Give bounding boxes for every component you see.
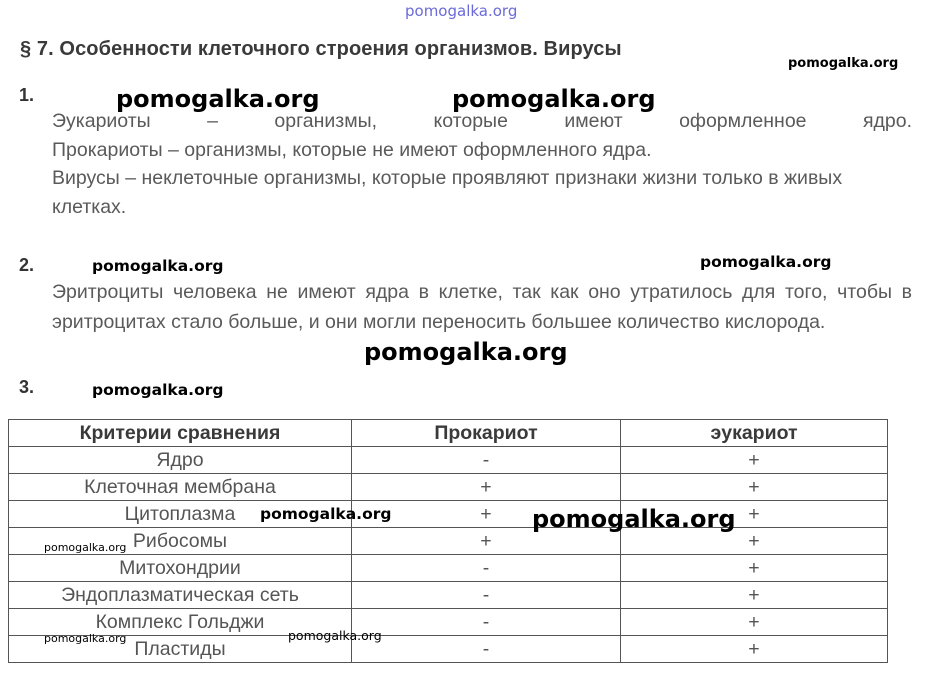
table-cell: - bbox=[352, 636, 621, 663]
watermark: pomogalka.org bbox=[92, 257, 224, 275]
column-header: Критерии сравнения bbox=[9, 420, 352, 447]
section-2-number: 2. bbox=[19, 255, 35, 275]
table-cell: Рибосомы bbox=[9, 528, 352, 555]
table-cell: + bbox=[621, 447, 888, 474]
column-header: эукариот bbox=[621, 420, 888, 447]
table-row bbox=[9, 609, 888, 636]
table-row bbox=[9, 501, 888, 528]
section-3-number: 3. bbox=[19, 377, 35, 397]
table-cell: + bbox=[621, 528, 888, 555]
table-row bbox=[9, 447, 888, 474]
comparison-table bbox=[8, 419, 888, 663]
watermark: pomogalka.org bbox=[44, 632, 127, 645]
table-row bbox=[9, 555, 888, 582]
watermark: pomogalka.org bbox=[532, 505, 736, 533]
section-1-number: 1. bbox=[19, 85, 35, 105]
table-cell: Пластиды bbox=[9, 636, 352, 663]
watermark: pomogalka.org bbox=[44, 541, 127, 554]
table-cell: + bbox=[621, 636, 888, 663]
table-cell: - bbox=[352, 555, 621, 582]
table-row bbox=[9, 528, 888, 555]
table-cell: + bbox=[352, 528, 621, 555]
table-cell: - bbox=[352, 582, 621, 609]
watermark: pomogalka.org bbox=[92, 381, 224, 399]
table-cell: + bbox=[621, 474, 888, 501]
watermark: pomogalka.org bbox=[288, 628, 382, 643]
table-row bbox=[9, 636, 888, 663]
table-cell: + bbox=[621, 609, 888, 636]
table-cell: Цитоплазма bbox=[9, 501, 352, 528]
table-cell: Комплекс Гольджи bbox=[9, 609, 352, 636]
table-row bbox=[9, 582, 888, 609]
header-watermark: pomogalka.org bbox=[405, 2, 518, 20]
section-1-text bbox=[52, 107, 912, 221]
table-cell: + bbox=[621, 501, 888, 528]
table-cell: + bbox=[352, 501, 621, 528]
table-cell: + bbox=[621, 582, 888, 609]
table-cell: Ядро bbox=[9, 447, 352, 474]
page-title: § 7. Особенности клеточного строения организмов. Вирусы bbox=[20, 38, 622, 60]
watermark: pomogalka.org bbox=[364, 338, 568, 366]
section-2-text: Эритроциты человека не имеют ядра в клетке, так как оно утратилось для того, чтобы в эритроцитах стало больше, и они могли переносить большее количество кислорода. bbox=[52, 281, 912, 333]
table-cell: Эндоплазматическая сеть bbox=[9, 582, 352, 609]
watermark: pomogalka.org bbox=[116, 85, 320, 113]
watermark: pomogalka.org bbox=[788, 56, 899, 71]
section-1-line-3: Вирусы – неклеточные организмы, которые проявляют признаки жизни только в живых клетках. bbox=[52, 167, 843, 218]
column-header: Прокариот bbox=[352, 420, 621, 447]
section-1-line-1: Эукариоты – организмы, которые имеют оформленное ядро. bbox=[52, 110, 912, 132]
table-cell: + bbox=[352, 474, 621, 501]
watermark: pomogalka.org bbox=[700, 253, 832, 271]
table-cell: - bbox=[352, 447, 621, 474]
table-cell: + bbox=[621, 555, 888, 582]
watermark: pomogalka.org bbox=[260, 505, 392, 523]
table-cell: - bbox=[352, 609, 621, 636]
table-cell: Клеточная мембрана bbox=[9, 474, 352, 501]
table-row bbox=[9, 474, 888, 501]
table-header-row bbox=[9, 420, 888, 447]
watermark: pomogalka.org bbox=[452, 85, 656, 113]
section-1-line-2: Прокариоты – организмы, которые не имеют оформленного ядра. bbox=[52, 138, 652, 161]
table-cell: Митохондрии bbox=[9, 555, 352, 582]
